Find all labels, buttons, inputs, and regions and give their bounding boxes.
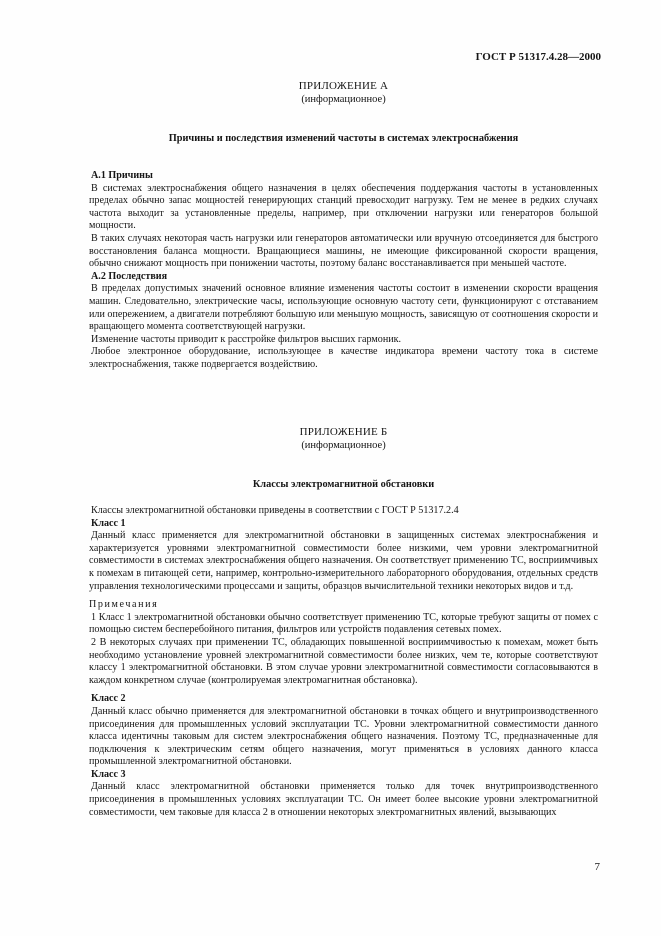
class-1-heading: Класс 1 xyxy=(91,517,126,529)
class-3-paragraph: Данный класс электромагнитной обстановки применяется только для точек внутрипроизводственного присоединения в промышленных условиях эксплуатации ТС. Он имеет более высокие уровни электромагнитной совместимости, чем таковые для класса 2 в отношении некоторых электромагнитных явлений, вызывающих xyxy=(89,781,598,818)
appendix-b-intro: Классы электромагнитной обстановки приведены в соответствии с ГОСТ Р 51317.2.4 xyxy=(91,505,459,516)
appendix-b-title: Классы электромагнитной обстановки xyxy=(252,479,435,490)
note-2: 2 В некоторых случаях при применении ТС, обладающих повышенной восприимчивостью к помехам, может быть необходимо установление уровней электромагнитной совместимости более низких, чем те, которые соответствуют классу 1 электромагнитной обстановки. В этом случае уровни электромагнитной совместимости согласовываются в каждом конкретном случае (контролируемая электромагнитная обстановка). xyxy=(89,636,598,686)
section-a2-paragraph-2: Изменение частоты приводит к расстройке фильтров высших гармоник. xyxy=(91,333,402,345)
note-1: 1 Класс 1 электромагнитной обстановки обычно соответствует применению ТС, которые требуют защиты от помех с помощью систем бесперебойного питания, фильтров или устройств подавления сетевых помех. xyxy=(89,611,598,636)
class-2-paragraph: Данный класс обычно применяется для электромагнитной обстановки в точках общего и внутрипроизводственного присоединения для промышленных условий эксплуатации ТС. Уровни электромагнитной совместимости данного класса идентичны таковым для систем электроснабжения общего назначения. Поэтому ТС, предназначенные для подключения к электрическим сетям общего назначения, могут применяться в условиях данного класса промышленной электромагнитной обстановки. xyxy=(89,705,598,768)
class-3-heading: Класс 3 xyxy=(91,768,126,780)
appendix-a-title: Причины и последствия изменений частоты в системах электроснабжения xyxy=(168,133,519,144)
section-a1-heading: А.1 Причины xyxy=(91,170,153,181)
appendix-b-subtitle: (информационное) xyxy=(301,440,386,451)
class-1-paragraph: Данный класс применяется для электромагнитной обстановки в защищенных системах электроснабжения и характеризуется уровнями электромагнитной совместимости более низкими, чем уровни электромагнитной совместимости в системах электроснабжения общего назначения. Он соответствует применению ТС, восприимчивых к помехам в питающей сети, например, контрольно-измерительного лабораторного оборудования, отдельных средств управления технологическими процессами и защиты, образцов вычислительной техники некоторых видов и т.д. xyxy=(89,530,598,592)
appendix-b-label: ПРИЛОЖЕНИЕ Б xyxy=(299,426,388,438)
section-a2-paragraph-1: В пределах допустимых значений основное влияние изменения частоты состоит в изменении скорости вращения машин. Следовательно, электрические часы, использующие основную частоту сети, функционируют с отставанием или опережением, а двигатели потребляют большую или меньшую мощность, зависящую от соотношения скорости и вращающего момента соответствующей нагрузки. xyxy=(89,283,598,333)
notes-heading: Примечания xyxy=(89,599,159,611)
appendix-a-label: ПРИЛОЖЕНИЕ А xyxy=(298,80,389,92)
appendix-a-subtitle: (информационное) xyxy=(301,94,386,105)
section-a2-paragraph-3: Любое электронное оборудование, использующее в качестве индикатора времени частоту тока в системе электроснабжения, также подвергается воздействию. xyxy=(89,346,598,370)
page-number: 7 xyxy=(594,861,600,873)
class-2-heading: Класс 2 xyxy=(91,693,126,705)
appendix-b-body xyxy=(89,505,598,819)
section-a2-heading: А.2 Последствия xyxy=(91,270,168,282)
standard-number: ГОСТ Р 51317.4.28—2000 xyxy=(475,51,601,63)
section-a1-paragraph-1: В системах электроснабжения общего назначения в целях обеспечения поддержания частоты в установленных пределах обычно запас мощностей генерирующих станций превосходит нагрузку. Тем не менее в редких случаях частота выходит за установленные пределы, например, при отключении нагрузки или генераторов большой мощности. xyxy=(89,182,598,232)
appendix-a-body xyxy=(89,170,598,372)
section-a1-paragraph-2: В таких случаях некоторая часть нагрузки или генераторов автоматически или вручную отсоединяется для быстрого восстановления баланса мощности. Вращающиеся машины, не имеющие фиксированной скорости вращения, обычно снижают мощность при понижении частоты, поэтому баланс восстанавливается при меньшей частоте. xyxy=(89,232,598,270)
